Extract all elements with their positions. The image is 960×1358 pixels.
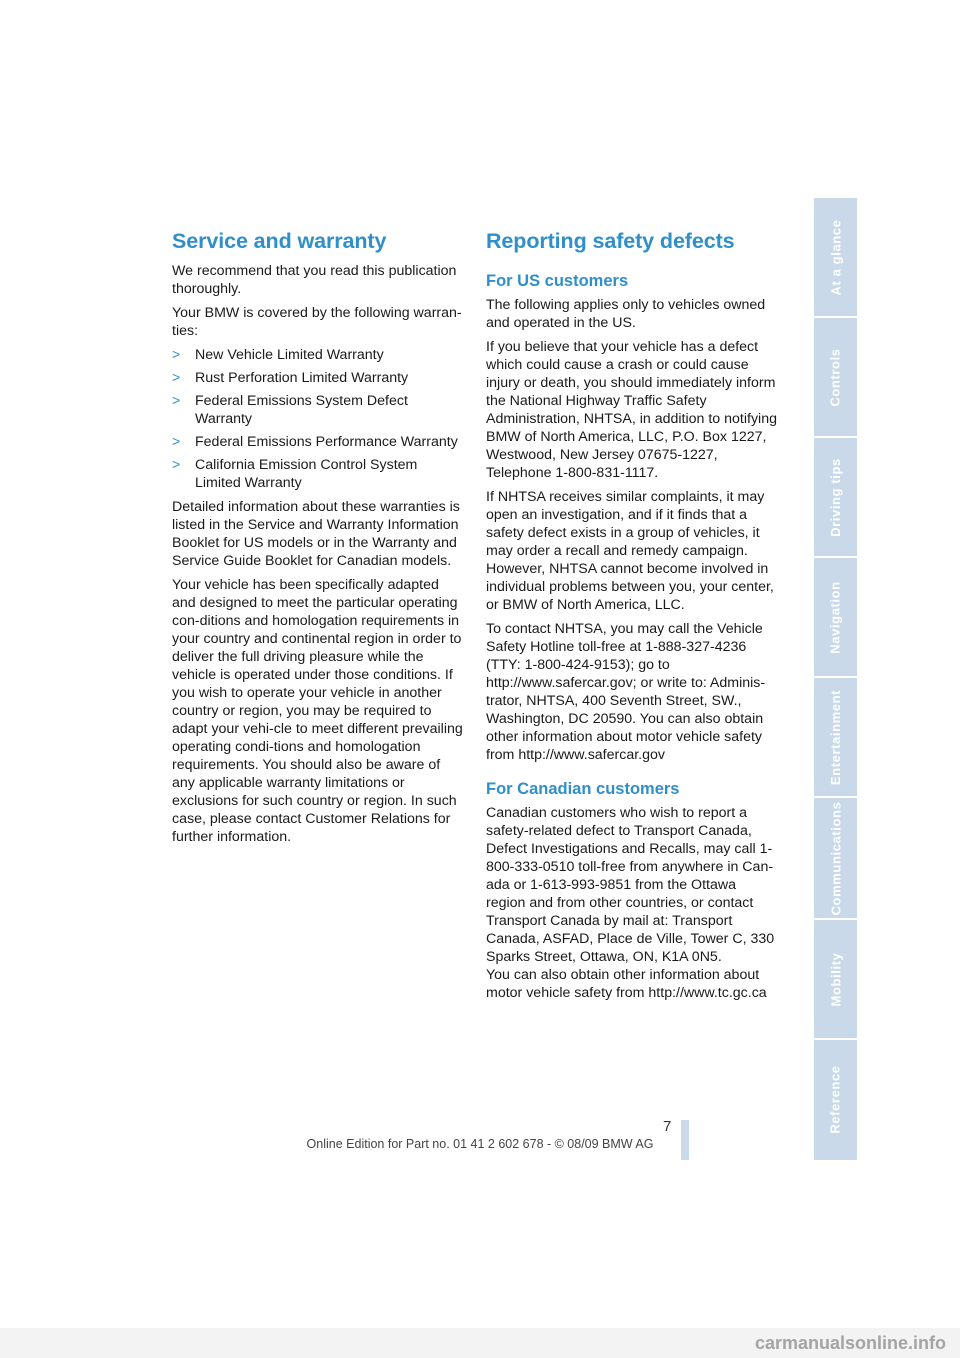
chapter-tabs bbox=[814, 198, 857, 1160]
tab-communications[interactable]: Communications bbox=[814, 798, 857, 920]
list-item: > California Emission Control System Limited Warranty bbox=[172, 457, 418, 491]
paragraph: Your vehicle has been specifically adapted and designed to meet the particular operating con-ditions and homologation requirements in your country and continental region in order to deliver the full driving pleasure while the vehicle is operated under those conditions. If you wish to operate your vehicle in another country or region, you may be required to adapt your vehi-cle to meet different prevailing operating condi-tions and homologation requirements. You should also be aware of any applicable warranty limitations or exclusions for such country or region. In such case, please contact Customer Relations for further information. bbox=[172, 577, 463, 845]
tab-entertainment[interactable]: Entertainment bbox=[814, 678, 857, 798]
warranty-list bbox=[172, 346, 466, 492]
footer-edition: Online Edition for Part no. 01 41 2 602 678 - © 08/09 BMW AG bbox=[306, 1137, 654, 1151]
list-item: > New Vehicle Limited Warranty bbox=[172, 347, 384, 363]
paragraph: Your BMW is covered by the following warran-ties: bbox=[172, 305, 462, 339]
tab-navigation[interactable]: Navigation bbox=[814, 558, 857, 678]
list-item: > Rust Perforation Limited Warranty bbox=[172, 370, 409, 386]
page-number: 7 bbox=[663, 1118, 672, 1135]
bullet-marker: > bbox=[172, 457, 181, 473]
paragraph: Detailed information about these warranties is listed in the Service and Warranty Information Booklet for US models or in the Warranty and Service Guide Booklet for Canadian models. bbox=[172, 499, 460, 569]
watermark: carmanualsonline.info bbox=[0, 1328, 960, 1358]
tab-controls[interactable]: Controls bbox=[814, 318, 857, 438]
paragraph: You can also obtain other information about motor vehicle safety from http://www.tc.gc.ca bbox=[486, 967, 767, 1001]
paragraph: If you believe that your vehicle has a defect which could cause a crash or could cause injury or death, you should immediately inform the National Highway Traffic Safety Administration, NHTSA, in addition to notifying BMW of North America, LLC, P.O. Box 1227, Westwood, New Jersey 07675-1227, Telephone 1-800-831-1117. bbox=[486, 339, 777, 481]
left-column bbox=[172, 226, 466, 852]
tab-mobility[interactable]: Mobility bbox=[814, 920, 857, 1040]
bullet-marker: > bbox=[172, 370, 181, 386]
paragraph: Canadian customers who wish to report a safety-related defect to Transport Canada, Defect Investigations and Recalls, may call 1-800-333-0510 toll-free from anywhere in Can-ada or 1-613-993-9851 from the Ottawa region and from other countries, or contact Transport Canada by mail at: Transport Canada, ASFAD, Place de Ville, Tower C, 330 Sparks Street, Ottawa, ON, K1A 0N5. bbox=[486, 805, 775, 965]
tab-reference[interactable]: Reference bbox=[828, 1064, 843, 1134]
list-item: > Federal Emissions Performance Warranty bbox=[172, 434, 458, 450]
subheading-us-customers: For US customers bbox=[486, 272, 629, 290]
section-title-safety-defects: Reporting safety defects bbox=[486, 229, 735, 253]
bullet-marker: > bbox=[172, 347, 181, 363]
section-title-service-warranty: Service and warranty bbox=[172, 229, 387, 253]
tab-at-a-glance[interactable]: At a glance bbox=[814, 198, 857, 318]
tab-driving-tips[interactable]: Driving tips bbox=[814, 438, 857, 558]
subheading-canadian-customers: For Canadian customers bbox=[486, 780, 680, 798]
paragraph: The following applies only to vehicles owned and operated in the US. bbox=[486, 297, 766, 331]
paragraph: To contact NHTSA, you may call the Vehicle Safety Hotline toll-free at 1-888-327-4236 (TTY: 1-800-424-9153); go to http://www.safercar.gov; or write to: Adminis-trator, NHTSA, 400 Seventh Street, SW., Washington, DC 20590. You can also obtain other information about motor vehicle safety from http://www.safercar.gov bbox=[486, 621, 766, 763]
list-item: > Federal Emissions System Defect Warranty bbox=[172, 393, 408, 427]
paragraph: If NHTSA receives similar complaints, it may open an investigation, and if it finds that a safety defect exists in a group of vehicles, it may order a recall and remedy campaign. However, NHTSA cannot become involved in individual problems between you, your center, or BMW of North America, LLC. bbox=[486, 489, 774, 613]
bullet-marker: > bbox=[172, 434, 181, 450]
bullet-marker: > bbox=[172, 393, 181, 409]
paragraph: We recommend that you read this publication thoroughly. bbox=[172, 263, 457, 297]
right-column bbox=[486, 226, 778, 1008]
